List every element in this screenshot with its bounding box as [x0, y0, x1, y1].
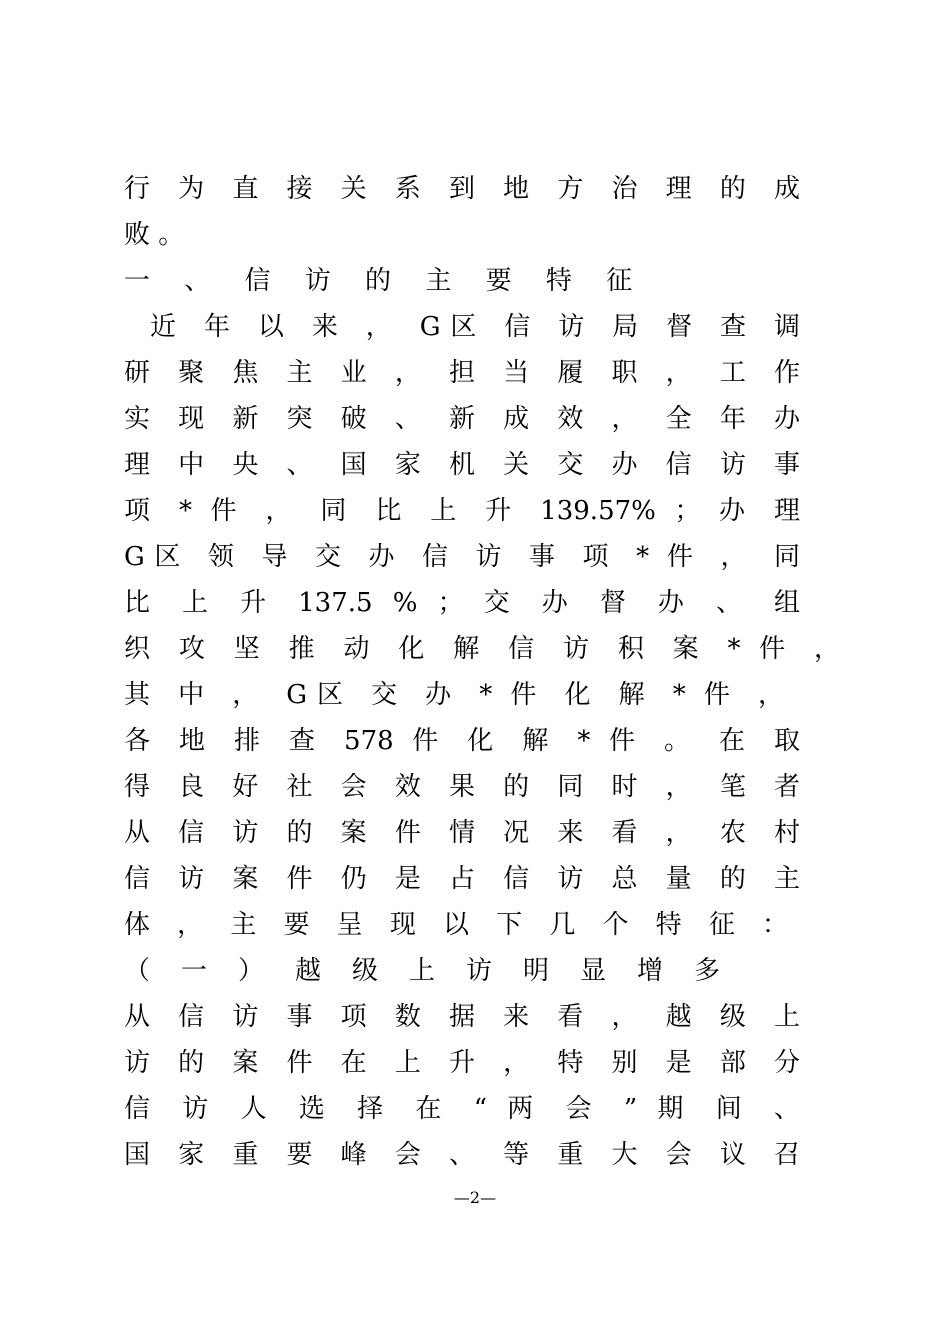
text-line: 败 。 [124, 220, 185, 250]
text-line: 比 上 升 137.5 % ； 交 办 督 办 、 组 [124, 588, 800, 618]
text-line: 体 ， 主 要 呈 现 以 下 几 个 特 征 ： [124, 910, 788, 940]
text-line: 从 信 访 的 案 件 情 况 来 看 ， 农 村 [124, 818, 800, 848]
text-line: 各 地 排 查 578 件 化 解 * 件 。 在 取 [124, 726, 800, 756]
text-line: 国 家 重 要 峰 会 、 等 重 大 会 议 召 [124, 1140, 800, 1170]
text-line: 项 * 件 ， 同 比 上 升 139.57% ； 办 理 [124, 496, 800, 526]
text-line: 得 良 好 社 会 效 果 的 同 时 ， 笔 者 [124, 772, 800, 802]
subsection-heading: （ 一 ） 越 级 上 访 明 显 增 多 [124, 956, 720, 986]
text-line: 访 的 案 件 在 上 升 ， 特 别 是 部 分 [124, 1048, 800, 1078]
text-line: 实 现 新 突 破 、 新 成 效 ， 全 年 办 [124, 404, 800, 434]
text-line: 信 访 案 件 仍 是 占 信 访 总 量 的 主 [124, 864, 800, 894]
text-line: 理 中 央 、 国 家 机 关 交 办 信 访 事 [124, 450, 800, 480]
section-heading: 一 、 信 访 的 主 要 特 征 [124, 266, 633, 296]
text-line: 行 为 直 接 关 系 到 地 方 治 理 的 成 [124, 174, 800, 204]
page-number: —2— [453, 1188, 497, 1207]
text-line: 从 信 访 事 项 数 据 来 看 ， 越 级 上 [124, 1002, 800, 1032]
text-line: 信 访 人 选 择 在 “ 两 会 ” 期 间 、 [124, 1094, 800, 1124]
text-line: 织 攻 坚 推 动 化 解 信 访 积 案 * 件 ， [124, 634, 840, 664]
text-line: 其 中 ， G区 交 办 * 件 化 解 * 件 ， [124, 680, 784, 710]
paragraph-first-line: 近 年 以 来 ， G区 信 访 局 督 查 调 [150, 312, 800, 342]
text-line: 研 聚 焦 主 业 ， 担 当 履 职 ， 工 作 [124, 358, 800, 388]
text-line: G区 领 导 交 办 信 访 事 项 * 件 ， 同 [124, 542, 800, 572]
